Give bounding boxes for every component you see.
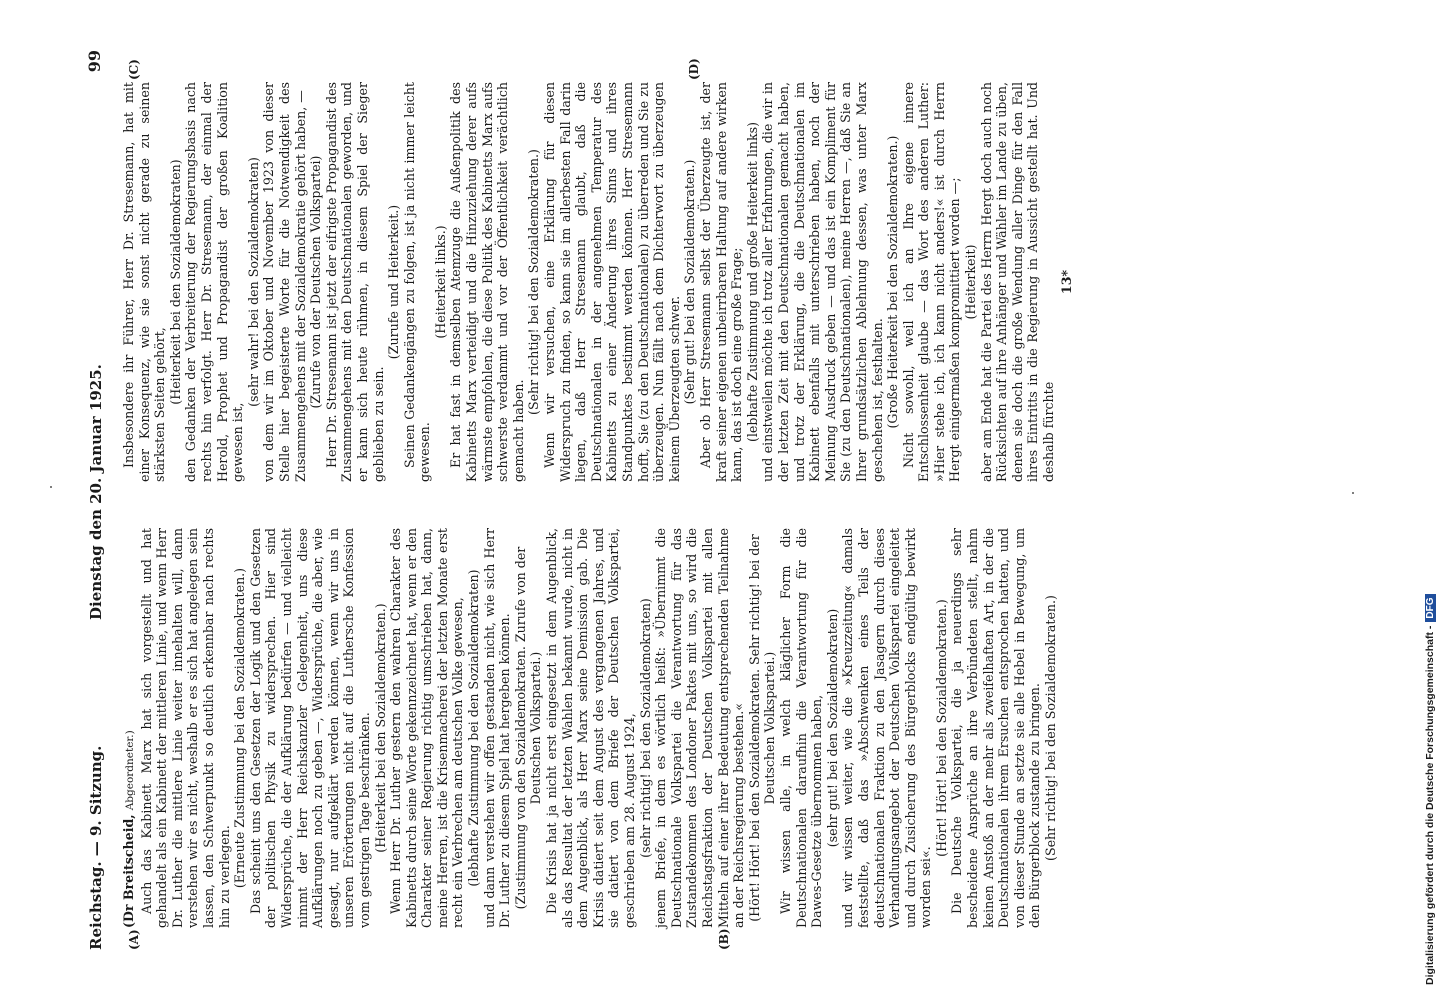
paragraph: Wir wissen alle, in welch kläglicher Form die Deutschnationalen daraufhin die Verantwortung für die Dawes-Gesetze übernommen haben, xyxy=(777,528,825,928)
page-header xyxy=(87,50,113,950)
paragraph: und dann verstehen wir offen gestanden nicht, wie sich Herr Dr. Luther zu diesem Spiel hat hergeben können. xyxy=(481,528,513,928)
interjection: (Zurufe und Heiterkeit.) xyxy=(386,204,402,360)
interjection: (lebhafte Zustimmung bei den Sozialdemokraten) xyxy=(466,569,482,887)
paragraph: den Gedanken der Verbreiterung der Regierungsbasis nach rechts hin verfolgt. Herr Dr. Stresemann, der einmal der Herold, Prophet und Propagandist der großen Koalition gewesen ist, xyxy=(183,82,246,482)
margin-marker-c: (C) xyxy=(127,59,141,80)
interjection: (Hört! Hört! bei den Sozialdemokraten. Sehr richtig! bei der Deutschen Volkspartei.) xyxy=(746,534,778,922)
page-number: 99 xyxy=(85,50,104,73)
right-column xyxy=(121,82,1261,482)
paragraph xyxy=(121,528,139,928)
interjection: (Zurufe von der Deutschen Volkspartei) xyxy=(308,155,324,409)
interjection: (sehr wahr! bei den Sozialdemokraten) xyxy=(245,157,261,407)
funding-note-text xyxy=(1424,25,1436,985)
paragraph: und einstweilen möchte ich trotz aller Erfahrungen, die wir in der letzten Zeit mit den Deutschnationalen gemacht haben, und trotz der Erklärung, die die Deutschnationalen im Kabinett ebenfalls mit unterschrieben haben, noch der Meinung Ausdruck geben — und das ist ein Kompliment für Sie (zu den Deutschnationalen), meine Herren —, daß Sie an Ihrer grundsätzlichen Ablehnung dessen, was unter Marx geschehen ist, festhalten. xyxy=(760,82,885,482)
interjection: (sehr richtig! bei den Sozialdemokraten) xyxy=(637,598,653,858)
header-center: Dienstag den 20. Januar 1925. xyxy=(87,364,105,620)
interjection: (Heiterkeit bei den Sozialdemokraten) xyxy=(167,159,183,405)
interjection: (Sehr richtig! bei den Sozialdemokraten.) xyxy=(526,149,542,415)
interjection: (Zustimmung von den Sozialdemokraten. Zurufe von der Deutschen Volkspartei.) xyxy=(512,546,544,910)
paragraph: Auch das Kabinett Marx hat sich vorgestellt und hat gehandelt als ein Kabinett der mittleren Linie, und wenn Herr Dr. Luther die mittlere Linie weiter innehalten will, dann verstehen wir es nicht, weshalb er es sich hat angelegen sein lassen, den Schwerpunkt so deutlich erkennbar nach rechts hin zu verlegen. xyxy=(138,528,232,928)
scan-speck xyxy=(1352,492,1354,494)
rotated-document-page xyxy=(87,50,1277,950)
interjection: (sehr gut! bei den Sozialdemokraten) xyxy=(824,608,840,848)
interjection: (Erneute Zustimmung bei den Sozialdemokraten.) xyxy=(232,567,248,889)
paragraph: und wir wissen weiter, wie die »Kreuzzeitung« damals feststellte, daß das »Abschwenken eines Teils der deutschnationalen Fraktion zu den Jasagern durch dieses Verhandlungsangebot der Deutschen Volkspartei eingeleitet und durch Zusicherung des Bürgerblocks endgültig bewirkt worden sei«. xyxy=(840,528,934,928)
paragraph: Die Deutsche Volkspartei, die ja neuerdings sehr bescheidene Ansprüche an ihre Verbündeten stellt, nahm keinen Anstoß an der mehr als zweifelhaften Art, in der die Deutschnationalen ihrem Ersuchen entsprochen hatten, und von dieser Stunde an setzte sie alle Hebel in Bewegung, um den Bürgerblock zustande zu bringen. xyxy=(949,528,1043,928)
margin-marker-b: (B) xyxy=(717,928,731,950)
speaker-role: Abgeordneter.) xyxy=(124,730,136,811)
interjection: (Große Heiterkeit bei den Sozialdemokraten.) xyxy=(885,135,901,429)
paragraph: Seinen Gedankengängen zu folgen, ist ja nicht immer leicht gewesen. xyxy=(401,82,433,482)
left-column xyxy=(121,528,1261,928)
signature-mark: 13* xyxy=(1058,269,1074,295)
paragraph: Das scheint uns den Gesetzen der Logik und den Gesetzen der politischen Physik zu widersprechen. Hier sind Widersprüche, die der Aufklärung bedürfen — und vielleicht nimmt der Herr Reichskanzler Gelegenheit, uns diese Aufklärungen noch zu geben —, Widersprüche, die aber, wie gesagt, nur aufgeklärt werden können, wenn wir uns in unseren Erörterungen nicht auf die Luthersche Konfession vom gestrigen Tage beschränken. xyxy=(247,528,372,928)
paragraph: Die Krisis hat ja nicht erst eingesetzt in dem Augenblick, als das Resultat der letzten Wahlen bekannt wurde, nicht in dem Augenblick, als Herr Marx seine Demission gab. Die Krisis datiert seit dem August des vergangenen Jahres, und sie datiert von dem Briefe der Deutschen Volkspartei, geschrieben am 28. August 1924, xyxy=(544,528,637,928)
scan-speck xyxy=(50,486,52,488)
paragraph: jenem Briefe, in dem es wörtlich heißt: »Übernimmt die Deutschnationale Volkspartei die Verantwortung für das Zustandekommen des Londoner Paktes mit uns, so wird die Reichstagsfraktion der Deutschen Volkspartei mit allen Mitteln auf einer ihrer Bedeutung entsprechenden Teilnahme an der Reichsregierung bestehen.« xyxy=(653,528,747,928)
interjection: (lebhafte Zustimmung und große Heiterkeit links) xyxy=(744,122,760,443)
margin-marker-d: (D) xyxy=(687,58,701,80)
paragraph: Er hat fast in demselben Atemzuge die Außenpolitik des Kabinetts Marx verteidigt und die Hinzuziehung derer aufs wärmste empfohlen, die diese Politik des Kabinetts Marx aufs schwerste verdammt und vor der Öffentlichkeit verächtlich gemacht haben. xyxy=(448,82,526,482)
interjection: (Sehr richtig! bei den Sozialdemokraten.) xyxy=(1043,595,1059,861)
paragraph: Wenn wir versuchen, eine Erklärung für diesen Widerspruch zu finden, so kann sie im allerbesten Fall darin liegen, daß Herr Stresemann glaubt, daß die Deutschnationalen in der angenehmen Temperatur des Kabinetts zu einer Änderung ihres Sinns und ihres Standpunktes bestimmt werden können. Herr Stresemann hofft, Sie (zu den Deutschnationalen) zu überreden und Sie zu überzeugen. Nun fällt nach dem Dichterwort zu überzeugen keinem Überzeugten schwer. xyxy=(542,82,682,482)
funding-note xyxy=(1408,10,1436,990)
paragraph: Nicht sowohl, weil ich an Ihre eigene innere Entschlossenheit glaube — das Wort des anderen Luther: »Hier stehe ich, ich kann nicht anders!« ist durch Herrn Hergt einigermaßen kompromittiert worden —; xyxy=(900,82,963,482)
speaker-name: (Dr Breitscheid, xyxy=(121,814,136,928)
interjection: (Heiterkeit) xyxy=(963,244,979,320)
paragraph: aber am Ende hat die Partei des Herrn Hergt doch auch noch Rücksichten auf ihre Anhänger und Wähler im Lande zu üben, denen sie doch die große Wendung aller Dinge für den Fall ihres Eintritts in die Regierung in Aussicht gestellt hat. Und deshalb fürchte xyxy=(978,82,1057,482)
interjection: (Heiterkeit links.) xyxy=(432,225,448,339)
paragraph: Insbesondere ihr Führer, Herr Dr. Stresemann, hat mit einer Konsequenz, wie sie sonst nicht gerade zu seinen stärksten Seiten gehört, xyxy=(121,82,168,482)
dfg-logo: DFG xyxy=(1425,595,1436,622)
margin-marker-a: (A) xyxy=(127,929,141,950)
paragraph: von dem wir im Oktober und November 1923 von dieser Stelle hier begeisterte Worte für die Notwendigkeit des Zusammengehens mit der Sozialdemokratie gehört haben, — xyxy=(261,82,308,482)
funding-note-label: Digitalisierung gefördert durch die Deutsche Forschungsgemeinschaft - xyxy=(1424,625,1436,985)
paragraph: Wenn Herr Dr. Luther gestern den wahren Charakter des Kabinetts durch seine Worte gekennzeichnet hat, wenn er den Charakter seiner Regierung richtig umschrieben hat, dann, meine Herren, ist die Krisenmacherei der letzten Monate erst recht ein Verbrechen am deutschen Volke gewesen, xyxy=(388,528,466,928)
header-left: Reichstag. — 9. Sitzung. xyxy=(87,745,105,950)
interjection: (Heiterkeit bei den Sozialdemokraten.) xyxy=(372,603,388,853)
paragraph: Aber ob Herr Stresemann selbst der Überzeugte ist, der kraft seiner eigenen unbeirrbaren Haltung auf andere wirken kann, das ist doch eine große Frage; xyxy=(697,82,745,482)
paragraph: Herr Dr. Stresemann ist jetzt der eifrigste Propagandist des Zusammengehens mit den Deutschnationalen geworden, und er kann sich heute rühmen, in diesem Spiel der Sieger geblieben zu sein. xyxy=(323,82,386,482)
interjection: (Sehr gut! bei den Sozialdemokraten.) xyxy=(682,159,698,405)
interjection: (Hört! Hört! bei den Sozialdemokraten.) xyxy=(933,599,949,857)
